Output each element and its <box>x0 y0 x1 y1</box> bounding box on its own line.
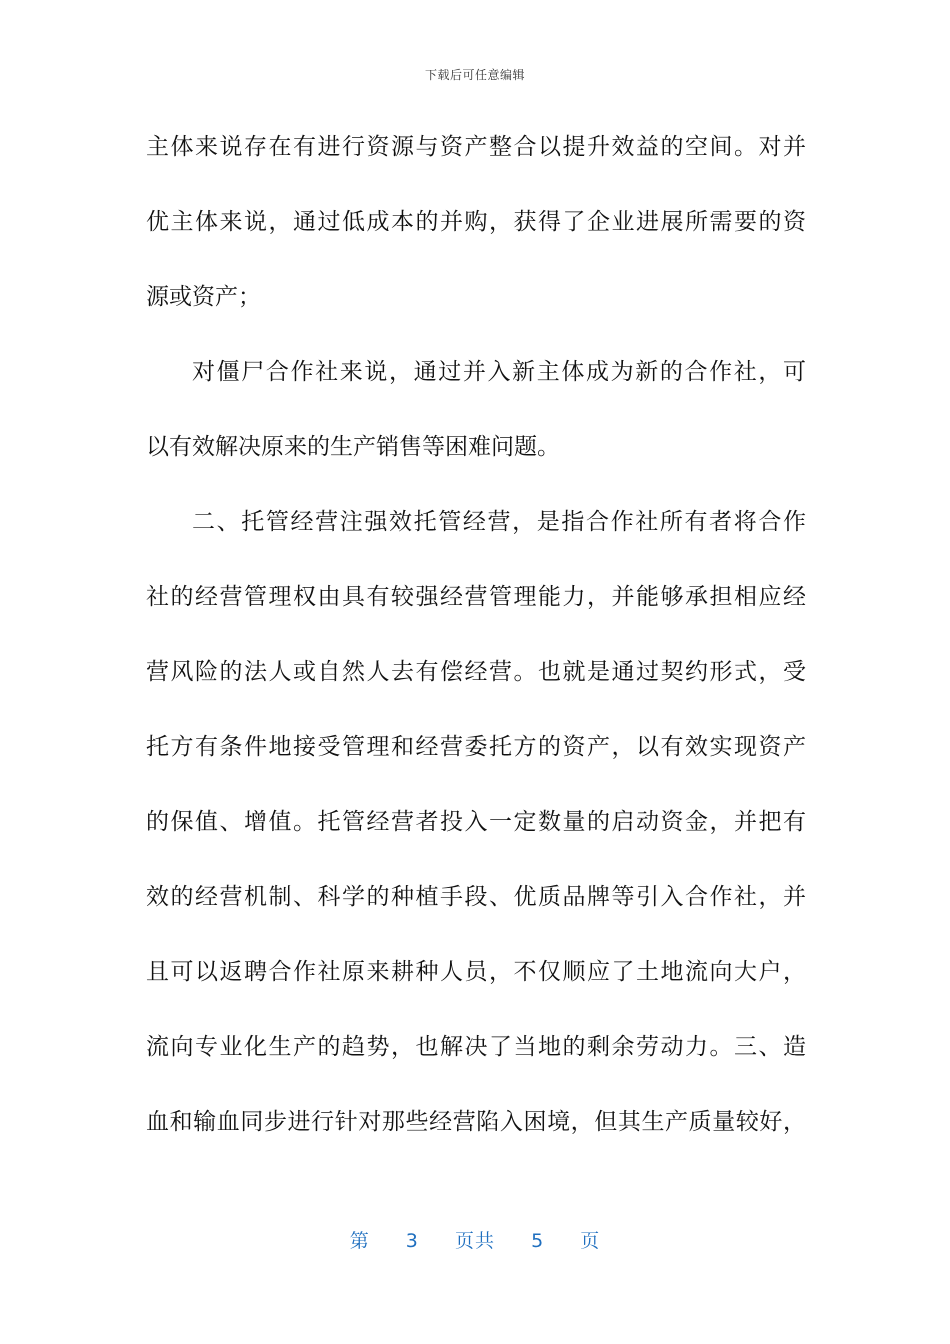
body-line: 社的经营管理权由具有较强经营管理能力，并能够承担相应经 <box>146 584 806 610</box>
body-line: 以有效解决原来的生产销售等困难问题。 <box>146 434 560 460</box>
document-body <box>146 124 806 1174</box>
body-line: 对僵尸合作社来说，通过并入新主体成为新的合作社，可 <box>192 359 806 385</box>
current-page-number: 3 <box>405 1230 419 1252</box>
body-line: 二、托管经营注强效托管经营，是指合作社所有者将合作 <box>192 509 806 535</box>
body-line: 主体来说存在有进行资源与资产整合以提升效益的空间。对并 <box>146 134 806 160</box>
total-pages-number: 5 <box>531 1230 545 1252</box>
body-line: 效的经营机制、科学的种植手段、优质品牌等引入合作社，并 <box>146 884 806 910</box>
page-suffix: 页 <box>580 1230 601 1252</box>
body-line: 优主体来说，通过低成本的并购，获得了企业进展所需要的资 <box>146 209 806 235</box>
body-line: 血和输血同步进行针对那些经营陷入困境，但其生产质量较好， <box>146 1109 806 1135</box>
body-line: 营风险的法人或自然人去有偿经营。也就是通过契约形式，受 <box>146 659 806 685</box>
body-line: 托方有条件地接受管理和经营委托方的资产，以有效实现资产 <box>146 734 806 760</box>
page-footer <box>0 1226 950 1253</box>
page-prefix: 第 <box>349 1230 370 1252</box>
page-mid: 页共 <box>454 1230 495 1252</box>
body-line: 源或资产； <box>146 284 261 310</box>
body-line: 流向专业化生产的趋势，也解决了当地的剩余劳动力。三、造 <box>146 1034 806 1060</box>
header-note: 下载后可任意编辑 <box>424 68 525 82</box>
body-line: 且可以返聘合作社原来耕种人员，不仅顺应了土地流向大户， <box>146 959 806 985</box>
body-line: 的保值、增值。托管经营者投入一定数量的启动资金，并把有 <box>146 809 806 835</box>
